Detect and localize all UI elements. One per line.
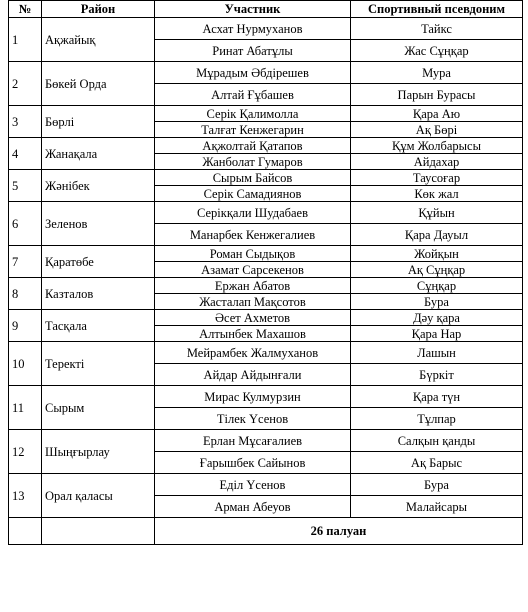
district-name: Шыңғырлау <box>42 430 155 474</box>
sport-alias: Қара Дауыл <box>351 224 523 246</box>
participant-name: Жасталап Мақсотов <box>155 294 351 310</box>
row-number: 11 <box>9 386 42 430</box>
sport-alias: Лашын <box>351 342 523 364</box>
row-number: 9 <box>9 310 42 342</box>
district-name: Ақжайық <box>42 18 155 62</box>
sport-alias: Бүркіт <box>351 364 523 386</box>
row-number: 13 <box>9 474 42 518</box>
sport-alias: Дәу қара <box>351 310 523 326</box>
district-name: Сырым <box>42 386 155 430</box>
sport-alias: Айдахар <box>351 154 523 170</box>
participant-name: Ғарышбек Сайынов <box>155 452 351 474</box>
participant-name: Азамат Сарсекенов <box>155 262 351 278</box>
table-row <box>9 106 523 122</box>
sport-alias: Жойқын <box>351 246 523 262</box>
header-alias: Спортивный псевдоним <box>351 1 523 18</box>
district-name: Бөкей Орда <box>42 62 155 106</box>
participant-name: Алтай Ғұбашев <box>155 84 351 106</box>
sport-alias: Көк жал <box>351 186 523 202</box>
district-name: Жәнібек <box>42 170 155 202</box>
sport-alias: Салқын қанды <box>351 430 523 452</box>
header-num: № <box>9 1 42 18</box>
sport-alias: Сұңқар <box>351 278 523 294</box>
participant-name: Сырым Байсов <box>155 170 351 186</box>
participant-name: Арман Абеуов <box>155 496 351 518</box>
sport-alias: Парын Бурасы <box>351 84 523 106</box>
participant-name: Серікқали Шудабаев <box>155 202 351 224</box>
header-row <box>9 1 523 18</box>
participant-name: Талғат Кенжегарин <box>155 122 351 138</box>
sport-alias: Құм Жолбарысы <box>351 138 523 154</box>
participant-name: Жанболат Гумаров <box>155 154 351 170</box>
sport-alias: Қара Аю <box>351 106 523 122</box>
row-number: 1 <box>9 18 42 62</box>
total-count: 26 палуан <box>155 518 523 545</box>
sport-alias: Бура <box>351 294 523 310</box>
table-row <box>9 278 523 294</box>
sport-alias: Ақ Сұңқар <box>351 262 523 278</box>
header-district: Район <box>42 1 155 18</box>
sport-alias: Мура <box>351 62 523 84</box>
row-number: 10 <box>9 342 42 386</box>
district-name: Жанақала <box>42 138 155 170</box>
sport-alias: Бура <box>351 474 523 496</box>
row-number: 12 <box>9 430 42 474</box>
table-row <box>9 310 523 326</box>
sport-alias: Қара Нар <box>351 326 523 342</box>
participant-name: Айдар Айдынғали <box>155 364 351 386</box>
participant-name: Серік Қалимолла <box>155 106 351 122</box>
row-number: 2 <box>9 62 42 106</box>
participant-name: Алтынбек Махашов <box>155 326 351 342</box>
sport-alias: Тұлпар <box>351 408 523 430</box>
district-name: Бөрлі <box>42 106 155 138</box>
row-number: 6 <box>9 202 42 246</box>
table-row <box>9 18 523 40</box>
table-row <box>9 386 523 408</box>
district-name: Зеленов <box>42 202 155 246</box>
table-row <box>9 138 523 154</box>
row-number: 8 <box>9 278 42 310</box>
sport-alias: Ақ Бөрі <box>351 122 523 138</box>
participant-name: Мұрадым Әбдірешев <box>155 62 351 84</box>
total-row <box>9 518 523 545</box>
district-name: Казталов <box>42 278 155 310</box>
table-row <box>9 474 523 496</box>
district-name: Орал қаласы <box>42 474 155 518</box>
participant-name: Асхат Нурмуханов <box>155 18 351 40</box>
row-number: 3 <box>9 106 42 138</box>
district-name: Теректі <box>42 342 155 386</box>
sport-alias: Жас Сұңқар <box>351 40 523 62</box>
participant-name: Әсет Ахметов <box>155 310 351 326</box>
participant-name: Роман Сыдықов <box>155 246 351 262</box>
participant-name: Тілек Үсенов <box>155 408 351 430</box>
table-body <box>9 18 523 518</box>
participant-name: Ержан Абатов <box>155 278 351 294</box>
participant-name: Ақжолтай Қатапов <box>155 138 351 154</box>
district-name: Тасқала <box>42 310 155 342</box>
table-row <box>9 430 523 452</box>
total-empty-district <box>42 518 155 545</box>
table-row <box>9 202 523 224</box>
total-empty-num <box>9 518 42 545</box>
sport-alias: Ақ Барыс <box>351 452 523 474</box>
row-number: 5 <box>9 170 42 202</box>
participant-name: Ринат Абатұлы <box>155 40 351 62</box>
participant-name: Еділ Үсенов <box>155 474 351 496</box>
participant-name: Серік Самадиянов <box>155 186 351 202</box>
row-number: 4 <box>9 138 42 170</box>
table-row <box>9 170 523 186</box>
participant-name: Ерлан Мұсағалиев <box>155 430 351 452</box>
participant-name: Мейрамбек Жалмуханов <box>155 342 351 364</box>
sport-alias: Малайсары <box>351 496 523 518</box>
sport-alias: Тайкс <box>351 18 523 40</box>
header-participant: Участник <box>155 1 351 18</box>
row-number: 7 <box>9 246 42 278</box>
table-row <box>9 246 523 262</box>
sport-alias: Таусоғар <box>351 170 523 186</box>
participants-table <box>8 0 523 545</box>
participant-name: Мирас Кулмурзин <box>155 386 351 408</box>
sport-alias: Қара түн <box>351 386 523 408</box>
participant-name: Манарбек Кенжегалиев <box>155 224 351 246</box>
table-row <box>9 342 523 364</box>
sport-alias: Құйын <box>351 202 523 224</box>
district-name: Қаратөбе <box>42 246 155 278</box>
table-row <box>9 62 523 84</box>
